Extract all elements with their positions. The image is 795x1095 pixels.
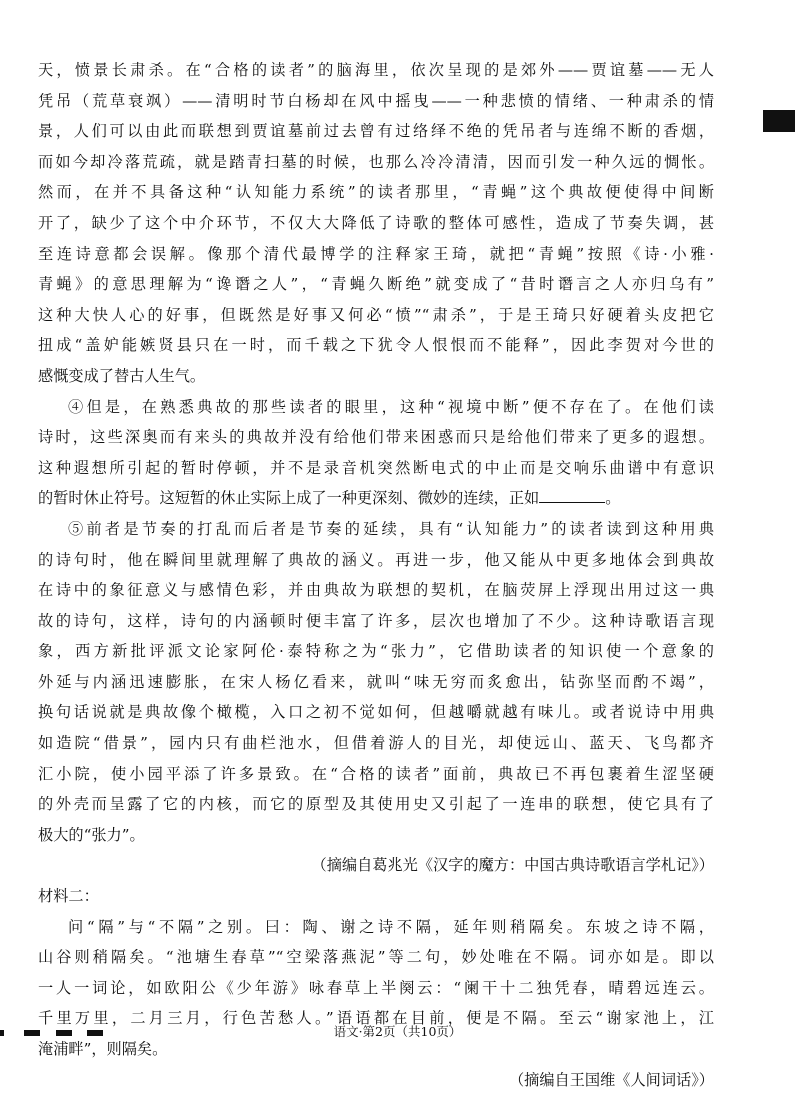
- text-line: 汇小院，使小园平添了许多景致。在“合格的读者”面前，典故已不再包裹着生涩坚硬: [38, 764, 714, 783]
- margin-tab-mark: [763, 110, 795, 132]
- text-line: 这种大快人心的好事，但既然是好事又何必“愤”“肃杀”，于是王琦只好硬着头皮把它: [38, 305, 714, 324]
- text-line: 问“隔”与“不隔”之别。曰：陶、谢之诗不隔，延年则稍隔矣。东坡之诗不隔，: [68, 917, 714, 936]
- text-line: 天，愤景长肃杀。在“合格的读者”的脑海里，依次呈现的是郊外——贾谊墓——无人: [38, 61, 714, 79]
- answer-blank: [539, 488, 605, 503]
- text-line: 的外壳而呈露了它的内核，而它的原型及其使用史又引起了一连串的联想，使它具有了: [38, 795, 714, 814]
- text-line: 的诗句时，他在瞬间里就理解了典故的涵义。再进一步，他又能从中更多地体会到典故: [38, 550, 714, 569]
- page-footer: 语文·第2页（共10页）: [333, 1024, 462, 1039]
- text-line: 扭成“盖妒能嫉贤县只在一时，而千载之下犹令人恨恨而不能释”，因此李贺对今世的: [38, 336, 714, 355]
- material2-paragraph: [38, 912, 714, 1065]
- text-segment: 。: [605, 489, 621, 508]
- paragraph-5: [38, 514, 714, 851]
- text-line: 故的诗句，这样，诗句的内涵顿时便丰富了许多，层次也增加了不少。这种诗歌语言现: [38, 611, 714, 630]
- text-line: 极大的“张力”。: [38, 825, 145, 844]
- material2-heading: 材料二：: [38, 887, 99, 906]
- text-line: 至连诗意都会误解。像那个清代最博学的注释家王琦，就把“青蝇”按照《诗·小雅·: [38, 244, 714, 263]
- text-line: ⑤前者是节奏的打乱而后者是节奏的延续，具有“认知能力”的读者读到这种用典: [68, 519, 714, 538]
- text-line: 淹浦畔”，则隔矣。: [38, 1040, 168, 1058]
- text-line: 景，人们可以由此而联想到贾谊墓前过去曾有过络绎不绝的凭吊者与连绵不断的香烟，: [38, 122, 714, 141]
- text-line: 如造院“借景”，园内只有曲栏池水，但借着游人的目光，却使远山、蓝天、飞鸟都齐: [38, 734, 714, 753]
- text-line: 青蝇》的意思理解为“谗谮之人”，“青蝇久断绝”就变成了“昔时谮言之人亦归乌有”: [38, 275, 714, 294]
- text-line: 而如今却冷落荒疏，就是踏青扫墓的时候，也那么冷冷清清，因而引发一种久远的惆怅。: [38, 152, 714, 171]
- source-citation-2: （摘编自王国维《人间词话》）: [508, 1070, 714, 1089]
- text-line: 诗时，这些深奥而有来头的典故并没有给他们带来困惑而只是给他们带来了更多的遐想。: [38, 428, 714, 447]
- text-line: 外延与内涵迅速膨胀，在宋人杨亿看来，就叫“味无穷而炙愈出，钻弥坚而酌不竭”，: [38, 672, 714, 691]
- paragraph-3: [38, 55, 714, 392]
- text-line: 然而，在并不具备这种“认知能力系统”的读者那里，“青蝇”这个典故便使得中间断: [38, 183, 714, 202]
- text-line: 一人一词论，如欧阳公《少年游》咏春草上半阕云：“阑干十二独凭春，晴碧远连云。: [38, 978, 714, 997]
- paragraph-4: [38, 392, 714, 514]
- text-line: 在诗中的象征意义与感情色彩，并由典故为联想的契机，在脑荧屏上浮现出用过这一典: [38, 581, 714, 600]
- text-line: 千里万里，二月三月，行色苦愁人。”语语都在目前，便是不隔。至云“谢家池上，江: [38, 1009, 714, 1028]
- text-line: 开了，缺少了这个中介环节，不仅大大降低了诗歌的整体可感性，造成了节奏失调，甚: [38, 213, 714, 232]
- source-citation-1: （摘编自葛兆光《汉字的魔方：中国古典诗歌语言学札记》）: [311, 856, 714, 875]
- text-line: 感慨变成了替古人生气。: [38, 366, 206, 385]
- text-line: 凭吊（荒草衰飒）——清明时节白杨却在风中摇曳——一种悲愤的情绪、一种肃杀的情: [38, 91, 714, 110]
- text-line: 山谷则稍隔矣。“池塘生春草”“空梁落燕泥”等二句，妙处唯在不隔。词亦如是。即以: [38, 948, 714, 967]
- text-segment: 的暂时休止符号。这短暂的休止实际上成了一种更深刻、微妙的连续，正如: [38, 489, 540, 508]
- text-line: 这种遐想所引起的暂时停顿，并不是录音机突然断电式的中止而是交响乐曲谱中有意识: [38, 458, 714, 477]
- text-line: 象，西方新批评派文论家阿伦·泰特称之为“张力”，它借助读者的知识使一个意象的: [38, 642, 714, 661]
- text-line-with-blank: [38, 483, 714, 514]
- material1-continued-section: [38, 55, 714, 1095]
- text-line: ④但是，在熟悉典故的那些读者的眼里，这种“视境中断”便不存在了。在他们读: [68, 397, 714, 416]
- text-line: 换句话说就是典故像个橄榄，入口之初不觉如何，但越嚼就越有味儿。或者说诗中用典: [38, 703, 714, 722]
